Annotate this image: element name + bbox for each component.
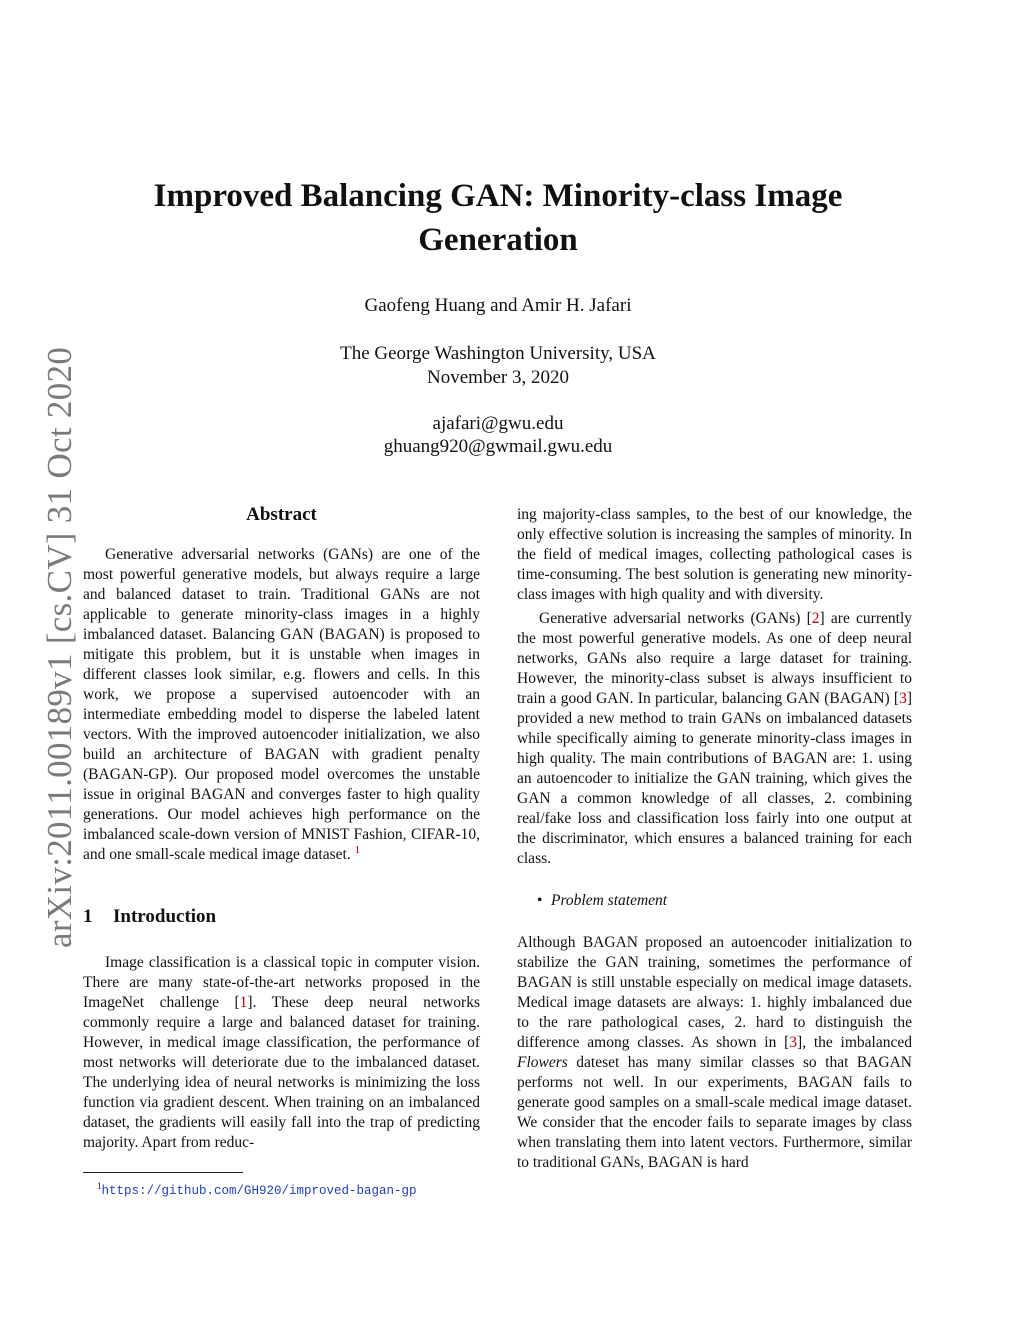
footnote-mark: 1 bbox=[97, 1181, 102, 1191]
left-column bbox=[83, 505, 480, 1153]
email-2[interactable]: ghuang920@gwmail.gwu.edu bbox=[383, 436, 613, 457]
footnote-rule bbox=[83, 1172, 243, 1173]
citation-link[interactable]: 1 bbox=[239, 994, 248, 1011]
right-paragraph-2: Generative adversarial networks (GANs) [2] are currently the most powerful generative models. As one of deep neural networks, GANs also require a large dataset for training. However, the minority-class subset is always insufficient to train a good GAN. In particular, balancing GAN (BAGAN) [3] provided a new method to train GANs on imbalanced datasets while specifically aiming to generate minority-class images in high quality. The main contributions of BAGAN are: 1. using an autoencoder to initialize the GAN training, which gives the GAN a common knowledge of all classes, 2. combining real/fake loss and classification loss fairly into one output at the discriminator, which ensures a balanced training for each class. bbox=[517, 610, 912, 867]
authors: Gaofeng Huang and Amir H. Jafari bbox=[364, 295, 632, 316]
section-heading-introduction bbox=[83, 907, 480, 927]
footnote bbox=[97, 1178, 417, 1199]
section-title: Introduction bbox=[113, 906, 217, 927]
citation-link[interactable]: 3 bbox=[899, 690, 907, 707]
abstract-heading: Abstract bbox=[246, 504, 317, 525]
citation-link[interactable]: 2 bbox=[811, 610, 820, 627]
publication-date: November 3, 2020 bbox=[427, 367, 569, 388]
arxiv-identifier: arXiv:2011.00189v1 [cs.CV] 31 Oct 2020 bbox=[40, 346, 79, 948]
bullet-dot: • bbox=[537, 892, 543, 909]
bullet-problem-statement: • Problem statement bbox=[537, 892, 668, 909]
abstract-text: Generative adversarial networks (GANs) are one of the most powerful generative models, but always require a large and balanced dataset to train. Traditional GANs are not applicable to generate minority-class images in a highly imbalanced dataset. Balancing GAN (BAGAN) is proposed to mitigate this problem, but it is unstable when images in different classes look similar, e.g. flowers and cells. In this work, we propose a supervised autoencoder with an intermediate embedding model to disperse the labeled latent vectors. With the improved autoencoder initialization, we also build an architecture of BAGAN with gradient penalty (BAGAN-GP). Our proposed model overcomes the unstable issue in original BAGAN and converges faster to high quality generations. Our model achieves high performance on the imbalanced scale-down version of MNIST Fashion, CIFAR-10, and one small-scale medical image dataset. $^1$ bbox=[83, 546, 480, 863]
footnote-ref[interactable]: 1 bbox=[354, 843, 361, 856]
title-line-2: Generation bbox=[418, 222, 578, 258]
affiliation: The George Washington University, USA bbox=[340, 343, 656, 364]
right-paragraph-3: Although BAGAN proposed an autoencoder initialization to stabilize the GAN training, sometimes the performance of BAGAN is still unstable especially on medical image datasets. Medical image datasets are always: 1. highly imbalanced due to the rare pathological cases, 2. hard to distinguish the difference among classes. As shown in [3], the imbalanced Flowers dateset has many similar classes so that BAGAN performs not well. In our experiments, BAGAN fails to generate good samples on a small-scale medical image dataset. We consider that the encoder fails to separate images by class when translating them into latent vectors. Furthermore, similar to traditional GANs, BAGAN is hard bbox=[517, 934, 912, 1171]
right-column bbox=[517, 505, 912, 1173]
intro-paragraph: Image classification is a classical topic in computer vision. There are many state-of-the-art networks proposed in the ImageNet challenge [1]. These deep neural networks commonly require a large and balanced dataset for training. However, in medical image classification, the performance of most networks will deteriorate due to the imbalanced dataset. The underlying idea of neural networks is minimizing the loss function via gradient descent. When training on an imbalanced dataset, the gradients will easily fall into the trap of predicting majority. Apart from reduc- bbox=[83, 954, 480, 1151]
title-line-1: Improved Balancing GAN: Minority-class Image bbox=[153, 178, 843, 214]
paper-title bbox=[110, 174, 886, 262]
section-number: 1 bbox=[83, 906, 93, 927]
email-1[interactable]: ajafari@gwu.edu bbox=[432, 413, 564, 434]
citation-link[interactable]: 3 bbox=[789, 1034, 798, 1051]
right-paragraph-1: ing majority-class samples, to the best of our knowledge, the only effective solution is increasing the samples of minority. In the field of medical images, collecting pathological cases is time-consuming. The best solution is generating new minority-class images with high quality and with diversity. bbox=[517, 506, 912, 603]
footnote-url[interactable]: https://github.com/GH920/improved-bagan-gp bbox=[101, 1184, 417, 1198]
